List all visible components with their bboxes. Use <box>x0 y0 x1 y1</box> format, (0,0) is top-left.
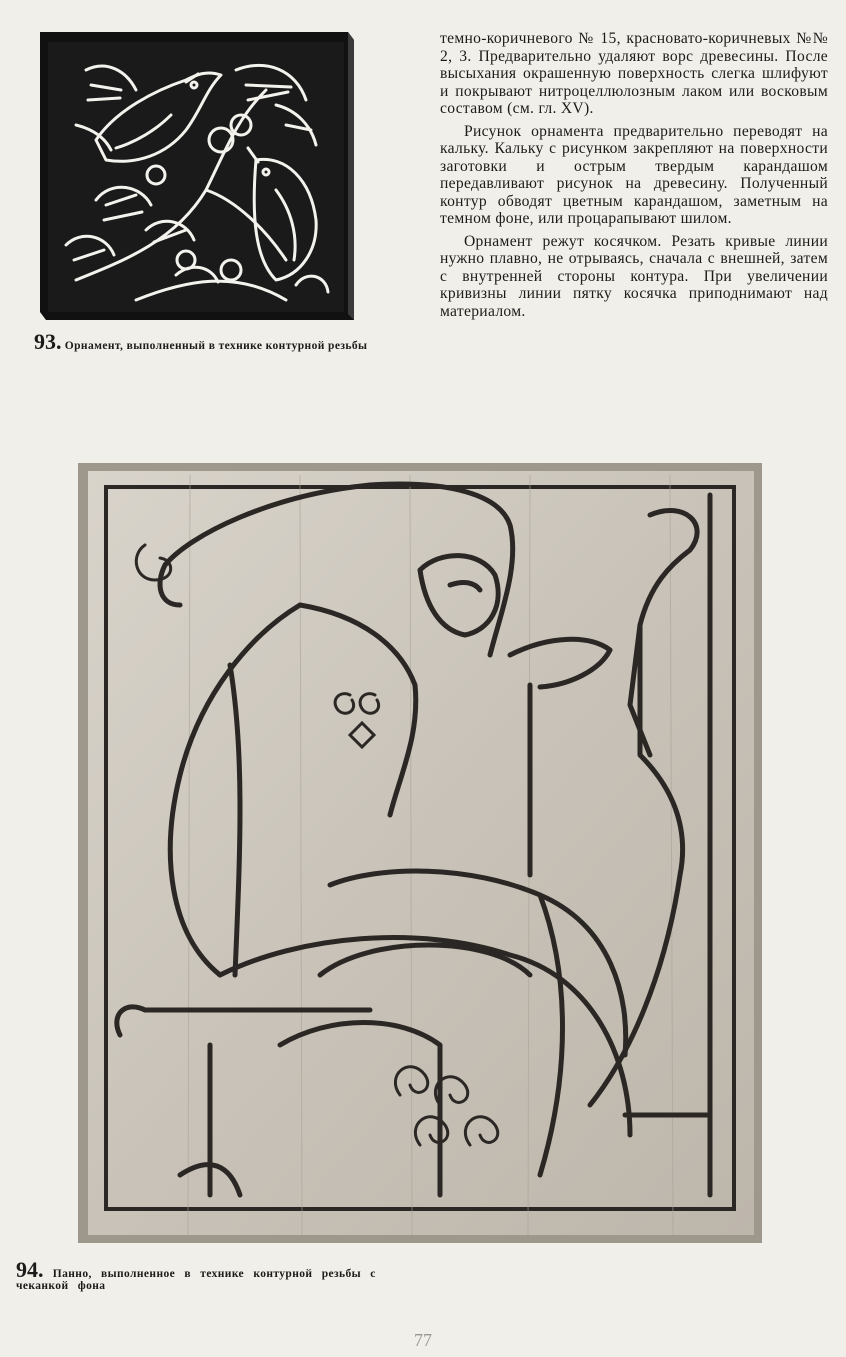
paragraph-2: Рисунок орнамента предварительно переводят на кальку. Кальку с рисунком закрепляют на поверхности заготовки и острым твердым карандашом передавливают рисунок на древесину. Полученный контур обводят цветным карандашом, заметным на темном фоне, или процарапывают шилом. <box>440 122 828 227</box>
figure-93-number: 93. <box>34 329 62 354</box>
figure-94-number: 94. <box>16 1257 44 1282</box>
figure-93-ornament-image <box>36 30 356 325</box>
body-text <box>440 30 828 320</box>
figure-94-caption <box>16 1257 416 1292</box>
figure-94-caption-text: Панно, выполненное в технике контурной резьбы с чеканкой фона <box>16 1268 376 1292</box>
paragraph-1: темно-коричневого № 15, красновато-коричневых №№ 2, 3. Предварительно удаляют ворс древесины. После высыхания окрашенную поверхность слегка шлифуют и покрывают нитроцеллюлозным лаком или восковым составом (см. гл. XV). <box>440 30 828 117</box>
figure-93-caption-text: Орнамент, выполненный в технике контурной резьбы <box>64 340 368 352</box>
page-number: 77 <box>414 1330 432 1350</box>
figure-93-caption <box>34 329 424 354</box>
paragraph-3: Орнамент режут косячком. Резать кривые линии нужно плавно, не отрываясь, сначала с внешней, затем с внутренней стороны контура. При увеличении кривизны линии пятку косячка приподнимают над материалом. <box>440 232 828 320</box>
figure-94-panel-image <box>70 455 770 1250</box>
